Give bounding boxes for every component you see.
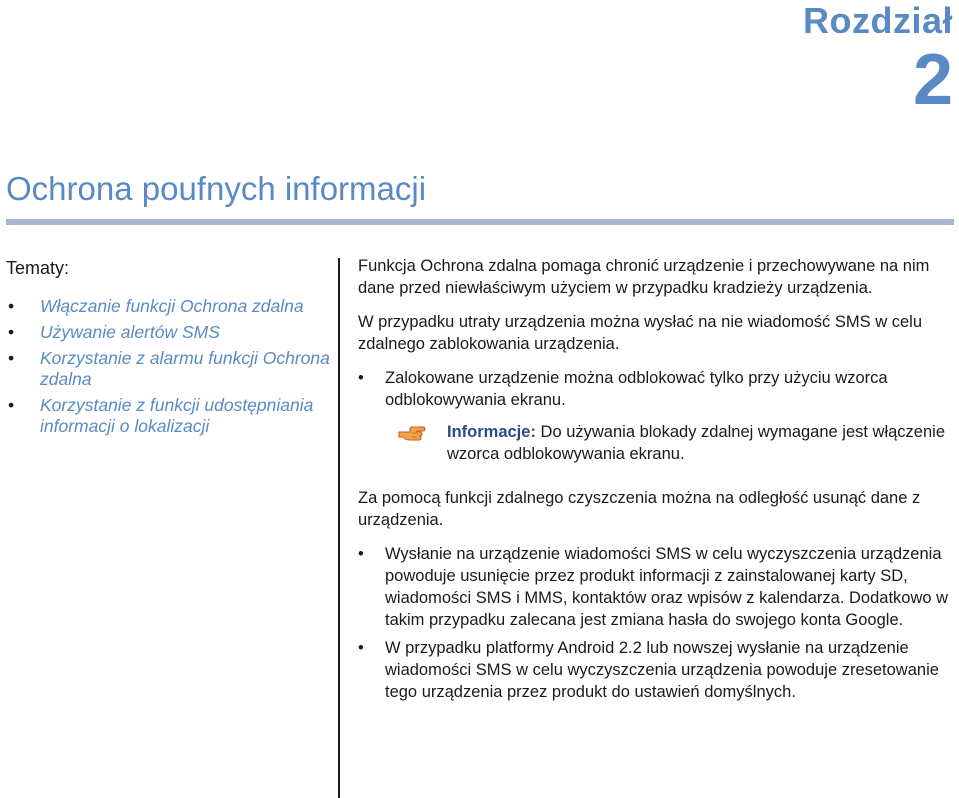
topic-link-location-sharing[interactable]	[6, 395, 336, 437]
remote-lock-paragraph: W przypadku utraty urządzenia można wysłać na nie wiadomość SMS w celu zdalnego zablokowania urządzenia.	[358, 313, 922, 353]
bullet-icon: •	[8, 395, 15, 415]
bullet-icon: •	[8, 322, 15, 342]
note-label: Informacje:	[447, 423, 536, 441]
list-item: • Wysłanie na urządzenie wiadomości SMS w celu wyczyszczenia urządzenia powoduje usunięcie przez produkt informacji z zainstalowanej karty SD, wiadomości SMS i MMS, kontaktów oraz wpisów z kalendarza. Dodatkowo w takim przypadku zalecana jest zmiana hasła do swojego konta Google.	[358, 545, 949, 629]
topic-label: Korzystanie z alarmu funkcji Ochrona zdalna	[40, 348, 330, 389]
lock-bullet-list	[358, 367, 956, 411]
bullet-icon: •	[8, 296, 15, 316]
topic-label: Korzystanie z funkcji udostępniania informacji o lokalizacji	[40, 395, 314, 436]
topic-label: Włączanie funkcji Ochrona zdalna	[40, 296, 304, 316]
intro-paragraph: Funkcja Ochrona zdalna pomaga chronić urządzenie i przechowywane na nim dane przed niewłaściwym użyciem w przypadku kradzieży urządzenia.	[358, 257, 930, 297]
chapter-number: 2	[912, 40, 953, 120]
topic-link-remote-protection[interactable]	[6, 296, 336, 317]
column-divider	[338, 258, 340, 798]
remote-wipe-paragraph: Za pomocą funkcji zdalnego czyszczenia można na odległość usunąć dane z urządzenia.	[358, 489, 921, 529]
bullet-icon: •	[358, 369, 364, 387]
info-note	[358, 421, 956, 465]
page-title: Ochrona poufnych informacji	[6, 170, 427, 207]
title-divider	[6, 219, 954, 225]
topics-heading: Tematy:	[6, 258, 70, 278]
bullet-icon: •	[358, 639, 364, 657]
topic-link-alarm[interactable]	[6, 348, 336, 390]
topic-link-sms-alerts[interactable]	[6, 322, 336, 343]
chapter-label: Rozdział	[802, 0, 953, 41]
note-text: Do używania blokady zdalnej wymagane jest włączenie wzorca odblokowywania ekranu.	[447, 423, 945, 463]
topic-label: Używanie alertów SMS	[40, 322, 220, 342]
topics-list	[6, 296, 336, 442]
list-item: • Zalokowane urządzenie można odblokować tylko przy użyciu wzorca odblokowywania ekranu.	[358, 369, 888, 409]
pointing-hand-icon	[398, 423, 426, 443]
bullet-icon: •	[358, 545, 364, 563]
list-item: • W przypadku platformy Android 2.2 lub nowszej wysłanie na urządzenie wiadomości SMS w celu wyczyszczenia urządzenia powoduje zresetowanie tego urządzenia przez produkt do ustawień domyślnych.	[358, 639, 939, 701]
main-content	[358, 255, 956, 713]
bullet-icon: •	[8, 348, 15, 368]
wipe-bullet-list	[358, 543, 956, 703]
